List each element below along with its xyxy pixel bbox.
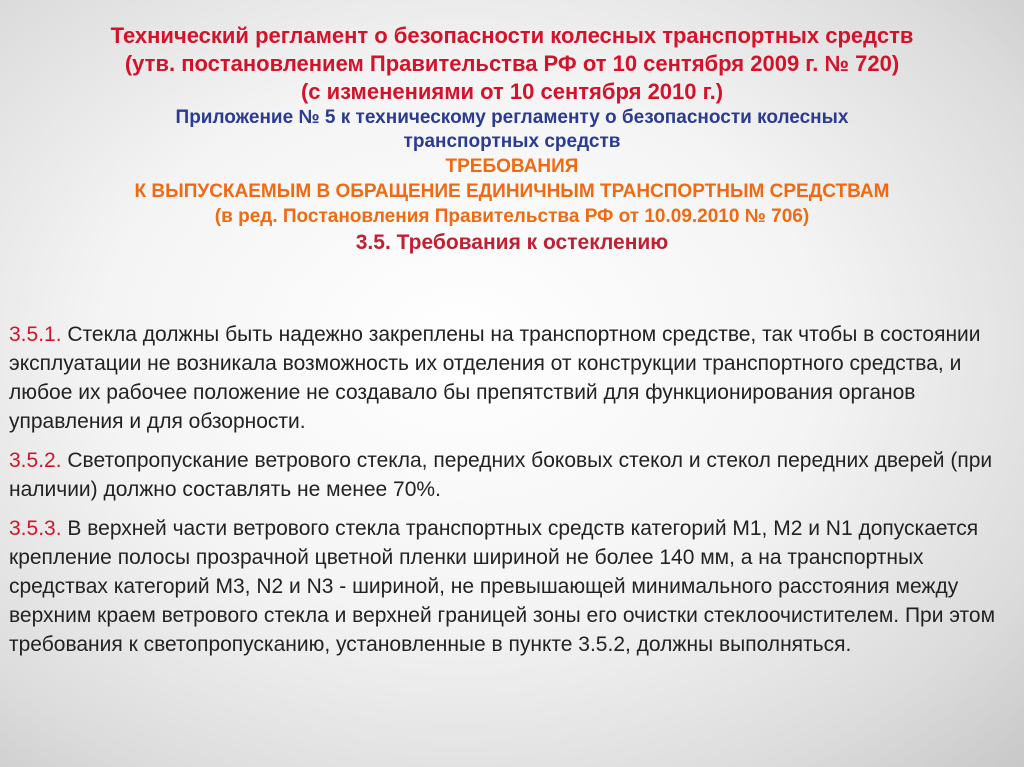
- paragraph-text: Стекла должны быть надежно закреплены на транспортном средстве, так чтобы в состоянии эксплуатации не возникала возможность их отделения от конструкции транспортного средства, и любое их рабочее положение не создавало бы препятствий для функционирования органов управления и для обзорности.: [9, 323, 981, 433]
- document-header: [0, 22, 1024, 256]
- section-title: 3.5. Требования к остеклению: [355, 231, 669, 254]
- paragraph-number: 3.5.1.: [9, 323, 62, 346]
- appendix-line-2: транспортных средств: [403, 131, 621, 152]
- paragraph-text: В верхней части ветрового стекла транспортных средств категорий M1, M2 и N1 допускается крепление полосы прозрачной цветной пленки шириной не более 140 мм, а на транспортных средствах категорий M3, N2 и N3 - шириной, не превышающей минимального расстояния между верхним краем ветрового стекла и верхней границей зоны его очистки стеклоочистителем. При этом требования к светопропусканию, установленные в пункте 3.5.2, должны выполняться.: [9, 517, 996, 656]
- paragraph-3-5-1: [9, 320, 1015, 436]
- regulation-title: [0, 22, 1024, 106]
- paragraph-number: 3.5.3.: [9, 517, 62, 540]
- requirements-title: ТРЕБОВАНИЯ: [445, 156, 579, 177]
- paragraph-number: 3.5.2.: [9, 449, 62, 472]
- title-line-3: (с изменениями от 10 сентября 2010 г.): [300, 79, 724, 104]
- title-line-2: (утв. постановлением Правительства РФ от 10 сентября 2009 г. № 720): [124, 51, 900, 76]
- requirements-subtitle: К ВЫПУСКАЕМЫМ В ОБРАЩЕНИЕ ЕДИНИЧНЫМ ТРАНСПОРТНЫМ СРЕДСТВАМ: [134, 181, 890, 202]
- requirements-heading: [0, 154, 1024, 229]
- document-body: [9, 320, 1015, 669]
- title-line-1: Технический регламент о безопасности колесных транспортных средств: [110, 23, 914, 48]
- appendix-heading: [0, 106, 1024, 154]
- revision-note: (в ред. Постановления Правительства РФ от 10.09.2010 № 706): [214, 206, 810, 227]
- appendix-line-1: Приложение № 5 к техническому регламенту о безопасности колесных: [175, 107, 849, 128]
- paragraph-text: Светопропускание ветрового стекла, передних боковых стекол и стекол передних дверей (при наличии) должно составлять не менее 70%.: [9, 449, 993, 501]
- paragraph-3-5-3: [9, 514, 1015, 659]
- paragraph-3-5-2: [9, 446, 1015, 504]
